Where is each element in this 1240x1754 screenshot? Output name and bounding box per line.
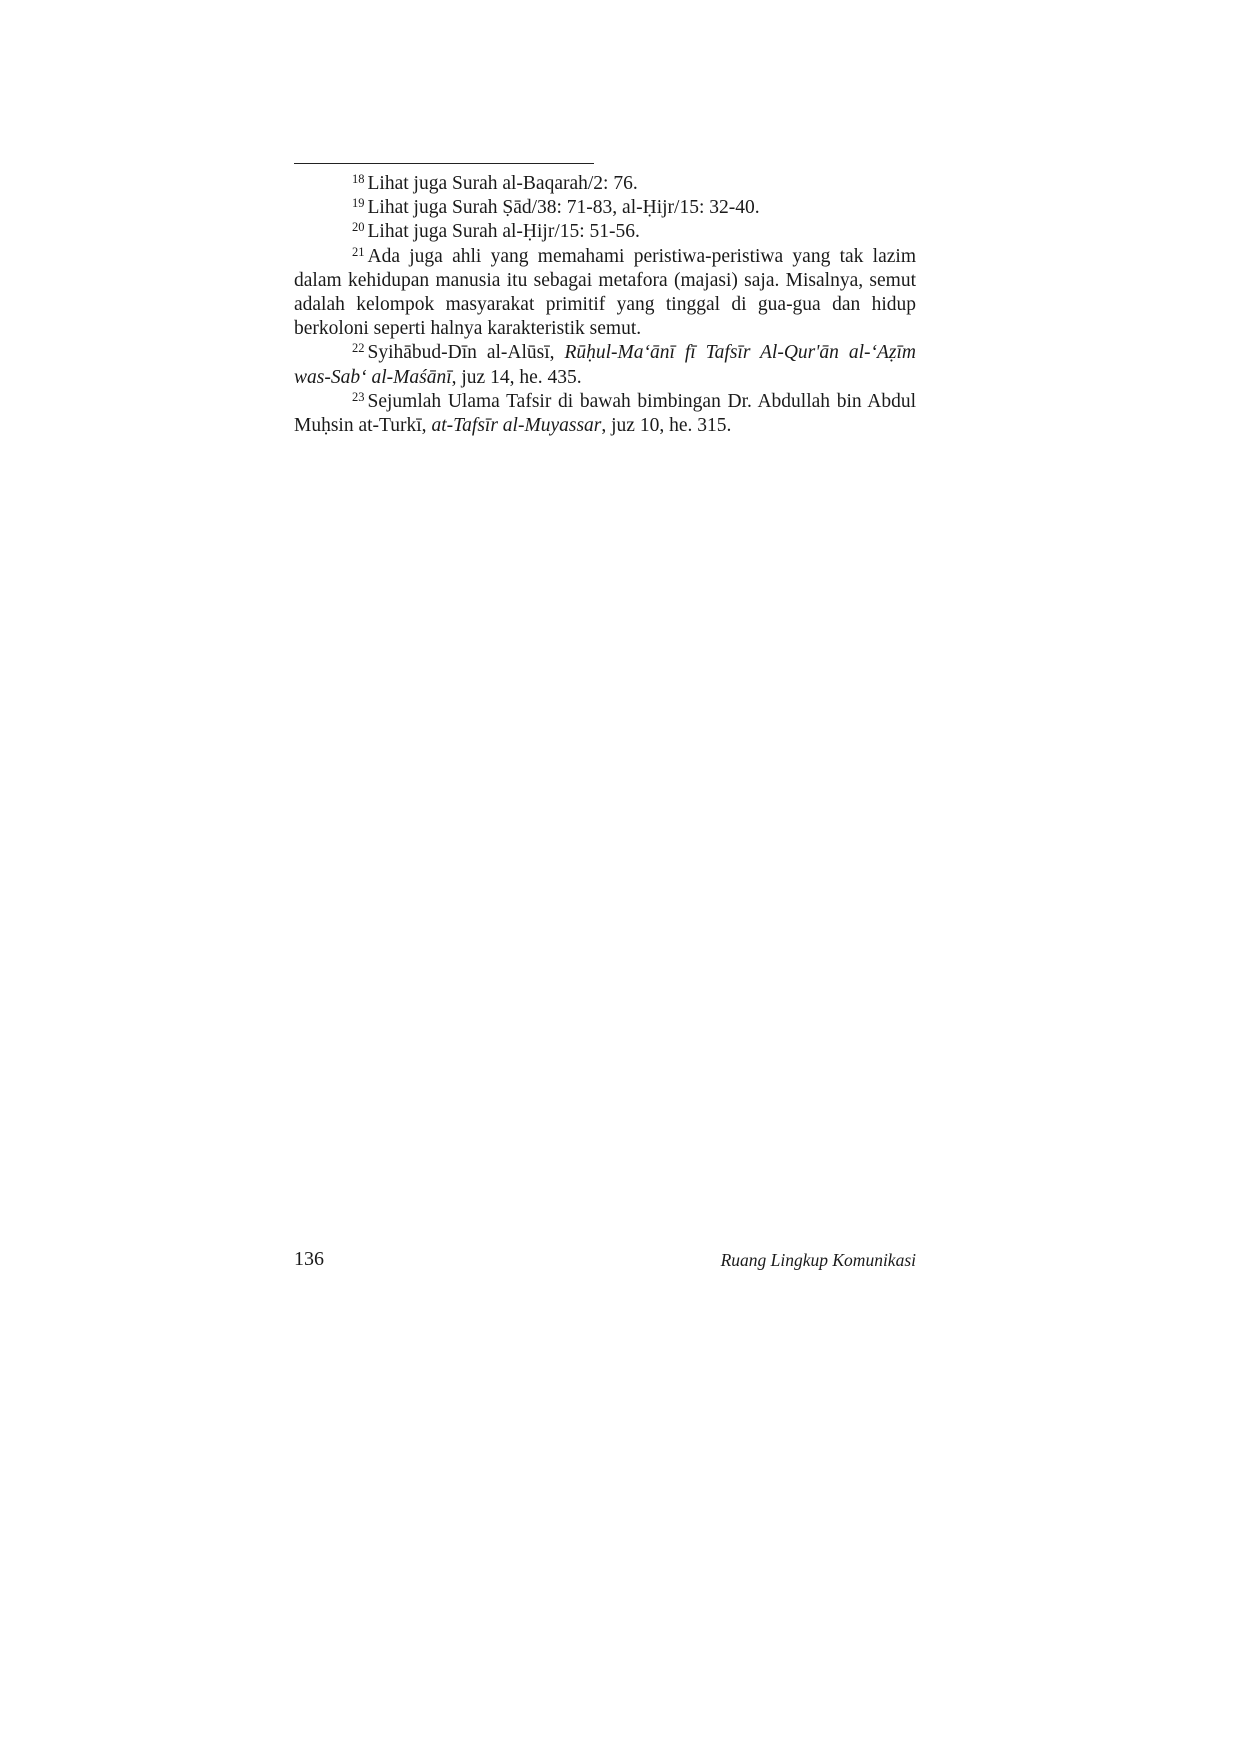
footnote-citation-text: , juz 14, he. 435. xyxy=(451,366,582,388)
footnote-number: 20 xyxy=(352,220,365,235)
footnote-author-text: Syihābud-Dīn al-Alūsī, xyxy=(367,342,565,364)
footnote-20 xyxy=(294,220,916,244)
footnote-18 xyxy=(294,172,916,196)
footnote-number: 19 xyxy=(352,196,365,211)
footnote-21 xyxy=(294,245,916,342)
footnote-text: Ada juga ahli yang memahami peristiwa-peristiwa yang tak lazim dalam kehidupan manusia itu sebagai metafora (majasi) saja. Misalnya, semut adalah kelompok masyarakat primitif yang tinggal di gua-gua dan hidup berkoloni seperti halnya karakteristik semut. xyxy=(294,245,916,340)
footnote-text: Lihat juga Surah al-Baqarah/2: 76. xyxy=(367,173,638,194)
footnotes-section xyxy=(294,172,916,438)
footnote-citation-text: , juz 10, he. 315. xyxy=(601,415,732,437)
footnote-22 xyxy=(294,341,916,389)
footnote-text: Lihat juga Surah Ṣād/38: 71-83, al-Ḥijr/15: 32-40. xyxy=(367,197,760,219)
footnote-number: 18 xyxy=(352,172,365,186)
footnote-separator-rule xyxy=(294,163,594,164)
footnote-author-text: Sejumlah Ulama Tafsir di bawah bimbingan Dr. Abdullah bin Abdul Muḥsin at-Turkī, xyxy=(294,390,916,437)
page-footer xyxy=(294,1248,916,1278)
footnote-23 xyxy=(294,390,916,438)
running-title: Ruang Lingkup Komunikasi xyxy=(720,1250,916,1270)
page-number: 136 xyxy=(294,1248,324,1270)
footnote-book-title: at-Tafsīr al-Muyassar xyxy=(431,415,602,437)
footnote-19 xyxy=(294,196,916,220)
footnote-number: 23 xyxy=(352,389,365,404)
footnote-number: 22 xyxy=(352,341,365,356)
footnote-book-title: Rūḥul-Ma‘ānī fī Tafsīr Al-Qur'ān al-‘Aẓīm was-Sab‘ al-Maśānī xyxy=(294,342,916,388)
footnote-number: 21 xyxy=(352,244,365,259)
footnote-text: Lihat juga Surah al-Ḥijr/15: 51-56. xyxy=(367,221,640,243)
